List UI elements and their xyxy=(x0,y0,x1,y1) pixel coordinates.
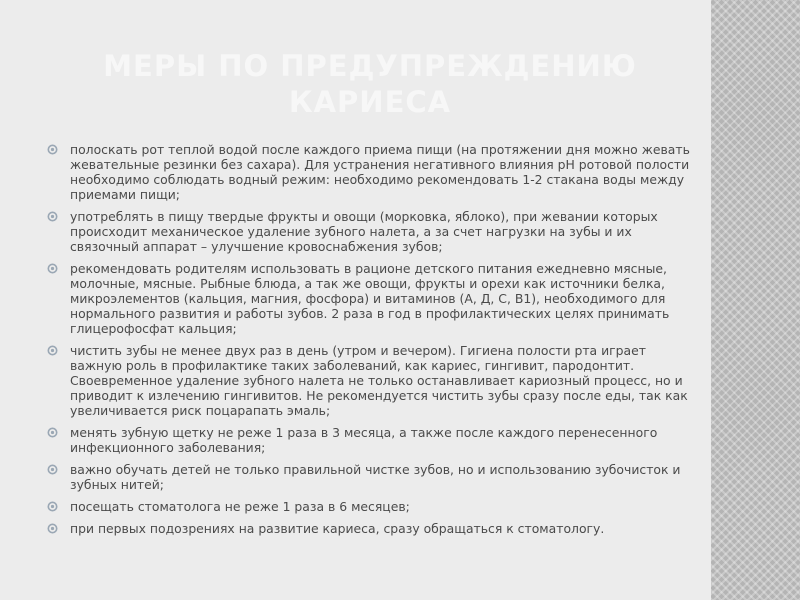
page-title xyxy=(40,48,700,120)
bullet-marker-icon xyxy=(46,143,59,156)
bullet-marker-icon xyxy=(46,210,59,223)
bullet-marker-icon xyxy=(46,522,59,535)
bullet-marker-icon xyxy=(46,500,59,513)
bullet-text: полоскать рот теплой водой после каждого приема пищи (на протяжении дня можно жевать жевательные резинки без сахара). Для устранения негативного влияния рН ротовой полости необходимо соблюдать водный режим: необходимо рекомендовать 1-2 стакана воды между приемами пищи; xyxy=(70,142,690,202)
list-item xyxy=(46,261,694,336)
bullet-list xyxy=(46,142,694,543)
bullet-text: важно обучать детей не только правильной чистке зубов, но и использованию зубочисток и зубных нитей; xyxy=(70,462,681,492)
bullet-marker-icon xyxy=(46,262,59,275)
bullet-text: менять зубную щетку не реже 1 раза в 3 месяца, а также после каждого перенесенного инфекционного заболевания; xyxy=(70,425,658,455)
bullet-text: посещать стоматолога не реже 1 раза в 6 месяцев; xyxy=(70,499,410,514)
list-item xyxy=(46,425,694,455)
title-line-2: КАРИЕСА xyxy=(288,85,452,119)
list-item xyxy=(46,343,694,418)
bullet-marker-icon xyxy=(46,463,59,476)
bullet-text: употреблять в пищу твердые фрукты и овощи (морковка, яблоко), при жевании которых происходит механическое удаление зубного налета, а за счет нагрузки на зубы и их связочный аппарат – улучшение кровоснабжения зубов; xyxy=(70,209,658,254)
list-item xyxy=(46,462,694,492)
bullet-marker-icon xyxy=(46,344,59,357)
list-item xyxy=(46,209,694,254)
list-item xyxy=(46,142,694,202)
bullet-text: чистить зубы не менее двух раз в день (утром и вечером). Гигиена полости рта играет важную роль в профилактике таких заболеваний, как кариес, гингивит, пародонтит. Своевременное удаление зубного налета не только останавливает кариозный процесс, но и приводит к излечению гингивитов. Не рекомендуется чистить зубы сразу после еды, так как увеличивается риск поцарапать эмаль; xyxy=(70,343,688,418)
side-pattern-band xyxy=(711,0,800,600)
bullet-marker-icon xyxy=(46,426,59,439)
list-item xyxy=(46,499,694,514)
bullet-text: при первых подозрениях на развитие кариеса, сразу обращаться к стоматологу. xyxy=(70,521,605,536)
title-line-1: МЕРЫ ПО ПРЕДУПРЕЖДЕНИЮ xyxy=(103,49,637,83)
bullet-text: рекомендовать родителям использовать в рационе детского питания ежедневно мясные, молочные, мясные. Рыбные блюда, а так же овощи, фрукты и орехи как источники белка, микроэлементов (кальция, магния, фосфора) и витаминов (А, Д, С, В1), необходимого для нормального развития и работы зубов. 2 раза в год в профилактических целях принимать глицерофосфат кальция; xyxy=(70,261,670,336)
list-item xyxy=(46,521,694,536)
